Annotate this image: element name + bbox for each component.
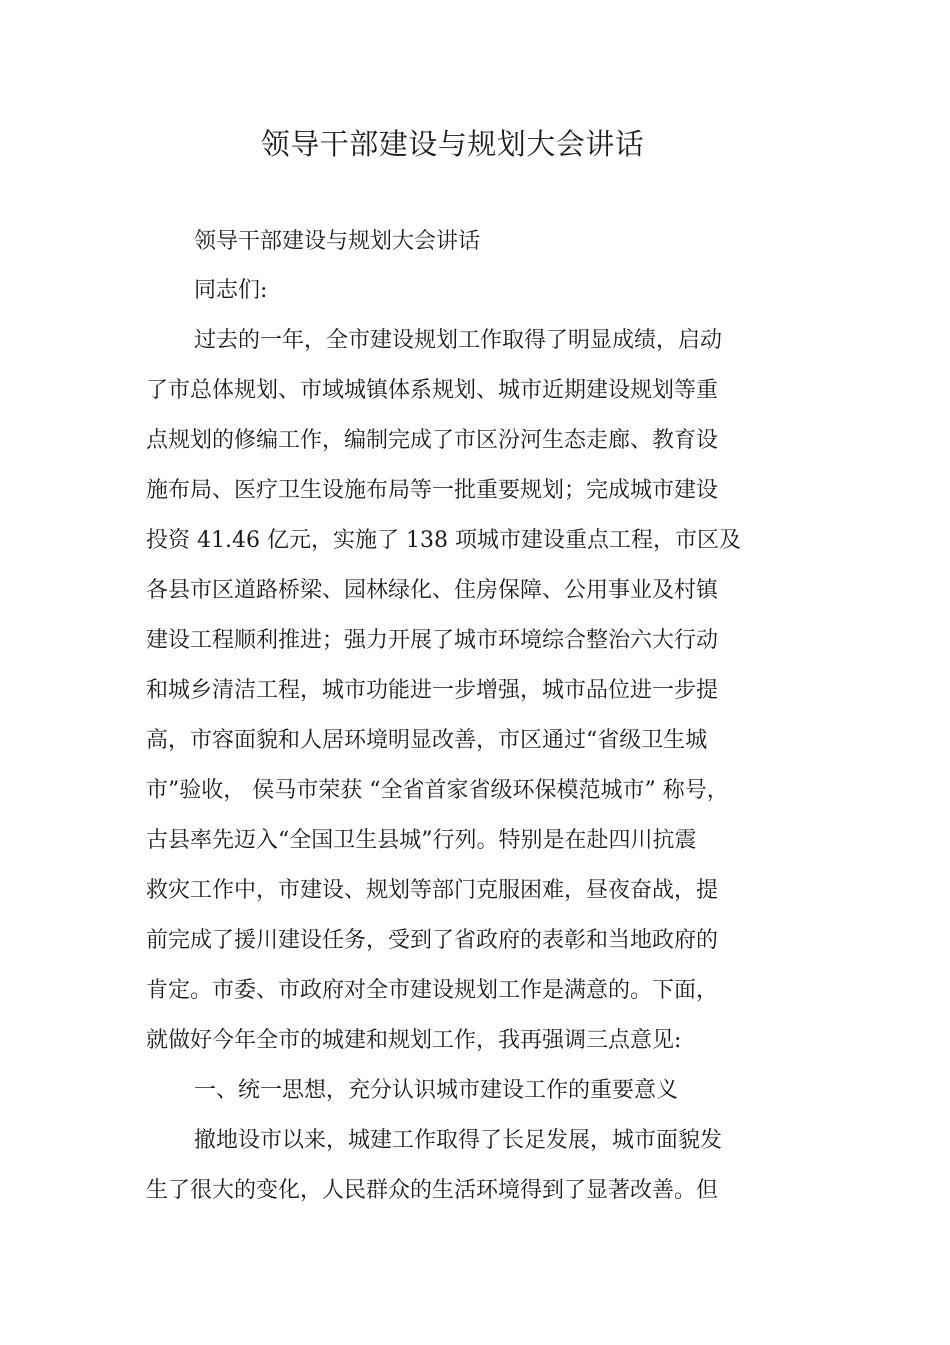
- paragraph-line: 建设工程顺利推进；强力开展了城市环境综合整治六大行动: [146, 628, 719, 653]
- subtitle-line: 领导干部建设与规划大会讲话: [194, 229, 481, 254]
- paragraph-line: 各县市区道路桥梁、园林绿化、住房保障、公用事业及村镇: [146, 578, 719, 603]
- paragraph-line: 和城乡清洁工程，城市功能进一步增强，城市品位进一步提: [146, 678, 719, 703]
- paragraph-line: 救灾工作中，市建设、规划等部门克服困难，昼夜奋战，提: [146, 878, 719, 903]
- paragraph-line: 就做好今年全市的城建和规划工作，我再强调三点意见:: [146, 1028, 682, 1053]
- paragraph-line: 高，市容面貌和人居环境明显改善，市区通过“省级卫生城: [146, 728, 708, 753]
- paragraph-line: 投资 41.46 亿元，实施了 138 项城市建设重点工程，市区及: [146, 528, 741, 553]
- paragraph-line: 生了很大的变化，人民群众的生活环境得到了显著改善。但: [146, 1178, 719, 1203]
- paragraph-line: 古县率先迈入“全国卫生县城”行列。特别是在赴四川抗震: [146, 828, 697, 853]
- section-heading: 一、统一思想，充分认识城市建设工作的重要意义: [194, 1078, 679, 1103]
- document-title: 领导干部建设与规划大会讲话: [260, 127, 645, 161]
- paragraph-line: 施布局、医疗卫生设施布局等一批重要规划；完成城市建设: [146, 478, 719, 503]
- paragraph-line: 点规划的修编工作，编制完成了市区汾河生态走廊、教育设: [146, 428, 719, 453]
- paragraph-line: 撤地设市以来，城建工作取得了长足发展，城市面貌发: [194, 1128, 723, 1153]
- paragraph-line: 过去的一年，全市建设规划工作取得了明显成绩，启动: [194, 328, 723, 353]
- paragraph-line: 肯定。市委、市政府对全市建设规划工作是满意的。下面，: [146, 978, 719, 1003]
- paragraph-line: 了市总体规划、市域城镇体系规划、城市近期建设规划等重: [146, 378, 719, 403]
- paragraph-line: 市”验收， 侯马市荣获 “全省首家省级环保模范城市” 称号，: [146, 778, 729, 803]
- paragraph-line: 前完成了援川建设任务，受到了省政府的表彰和当地政府的: [146, 928, 719, 953]
- salutation-line: 同志们:: [194, 278, 268, 303]
